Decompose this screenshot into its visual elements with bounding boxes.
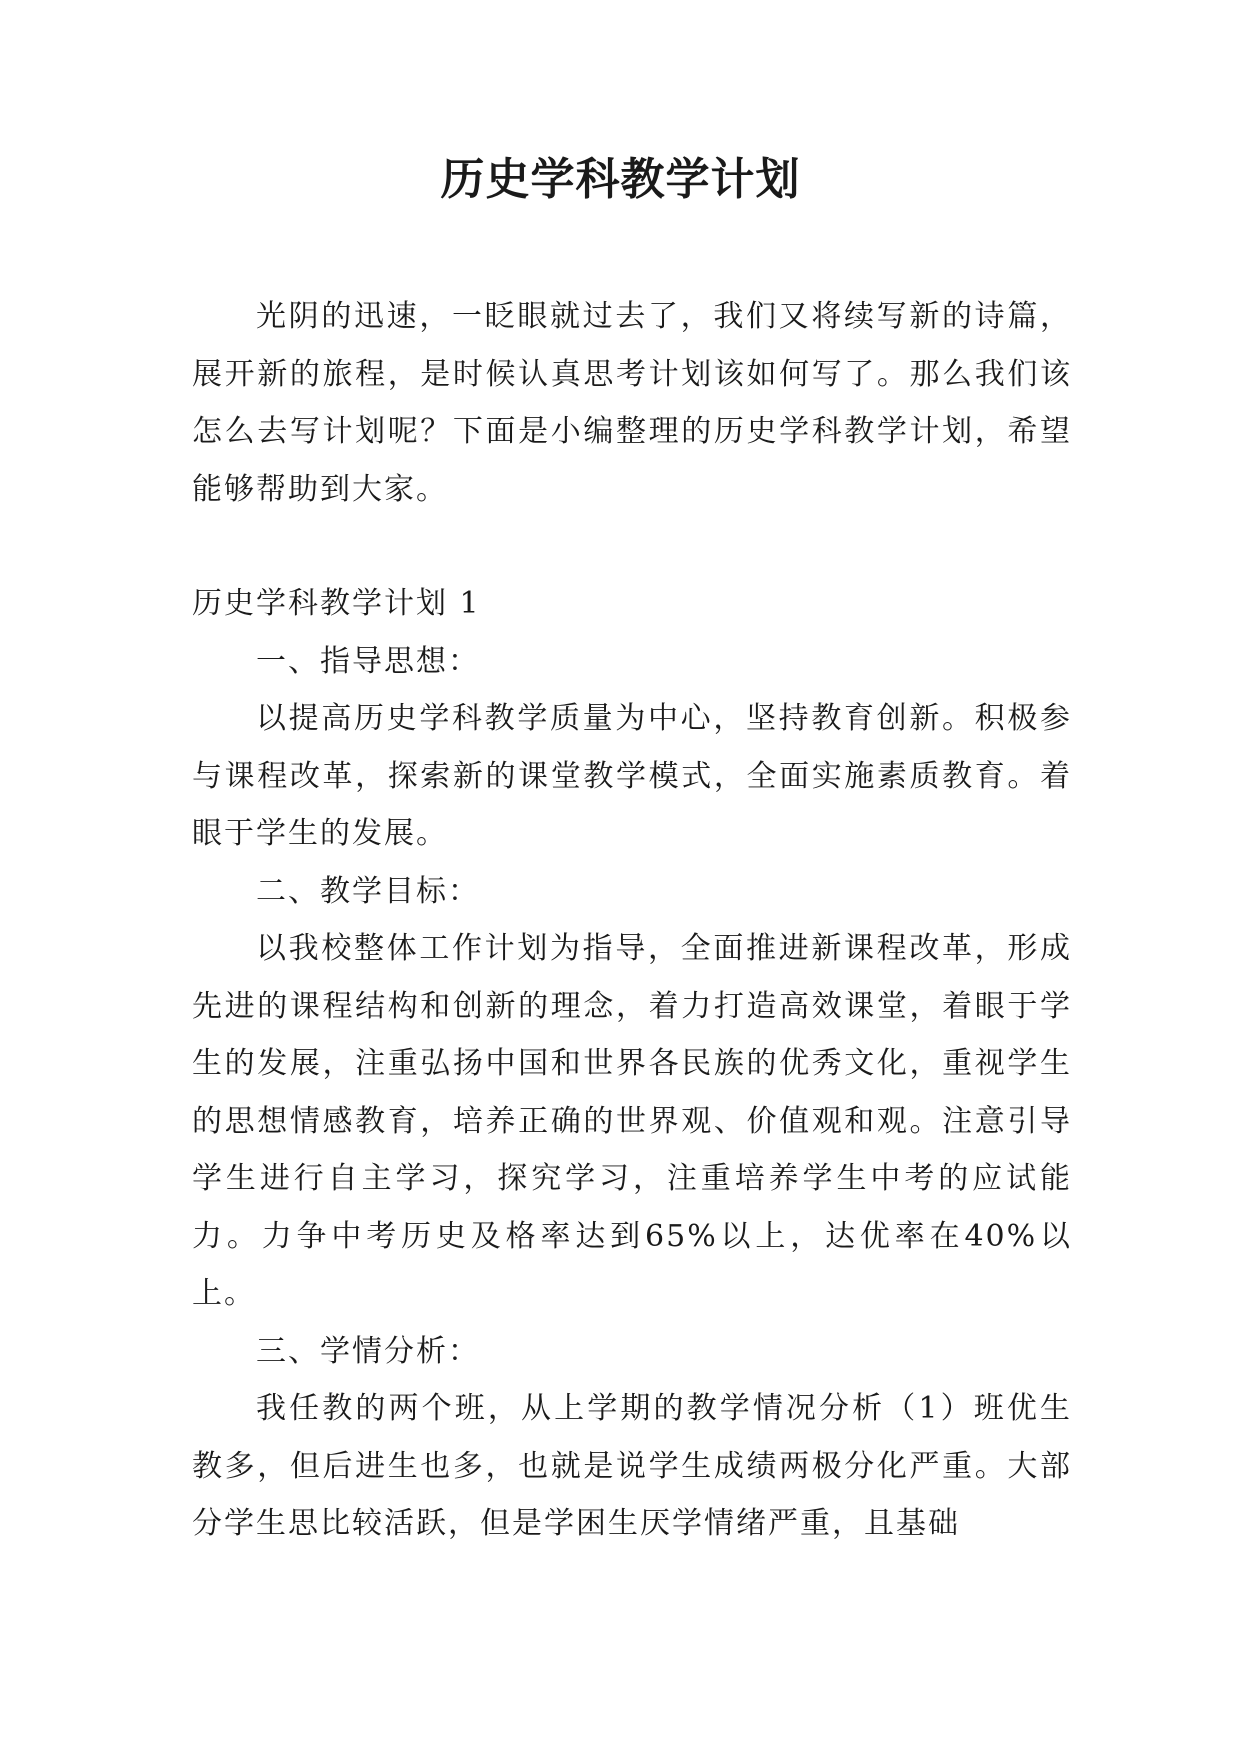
analysis-heading: 三、学情分析： bbox=[256, 1333, 480, 1369]
goals-paragraph: 以我校整体工作计划为指导，全面推进新课程改革，形成先进的课程结构和创新的理念，着力打造高效课堂，着眼于学生的发展，注重弘扬中国和世界各民族的优秀文化，重视学生的思想情感教育，培养正确的世界观、价值观和观。注意引导学生进行自主学习，探究学习，注重培养学生中考的应试能力。力争中考历史及格率达到65%以上，达优率在40%以上。 bbox=[192, 931, 1072, 1311]
guiding-paragraph: 以提高历史学科教学质量为中心，坚持教育创新。积极参与课程改革，探索新的课堂教学模式，全面实施素质教育。着眼于学生的发展。 bbox=[192, 701, 1072, 851]
document-title: 历史学科教学计划 bbox=[440, 154, 801, 205]
guiding-heading: 一、指导思想： bbox=[256, 643, 480, 679]
analysis-paragraph: 我任教的两个班，从上学期的教学情况分析（1）班优生教多，但后进生也多，也就是说学生成绩两极分化严重。大部分学生思比较活跃，但是学困生厌学情绪严重，且基础 bbox=[192, 1391, 1072, 1541]
document-body bbox=[192, 288, 1072, 1553]
intro-paragraph: 光阴的迅速，一眨眼就过去了，我们又将续写新的诗篇，展开新的旅程，是时候认真思考计划该如何写了。那么我们该怎么去写计划呢？下面是小编整理的历史学科教学计划，希望能够帮助到大家。 bbox=[192, 299, 1072, 507]
section-heading: 历史学科教学计划 1 bbox=[192, 586, 481, 621]
goals-heading: 二、教学目标： bbox=[256, 873, 480, 909]
